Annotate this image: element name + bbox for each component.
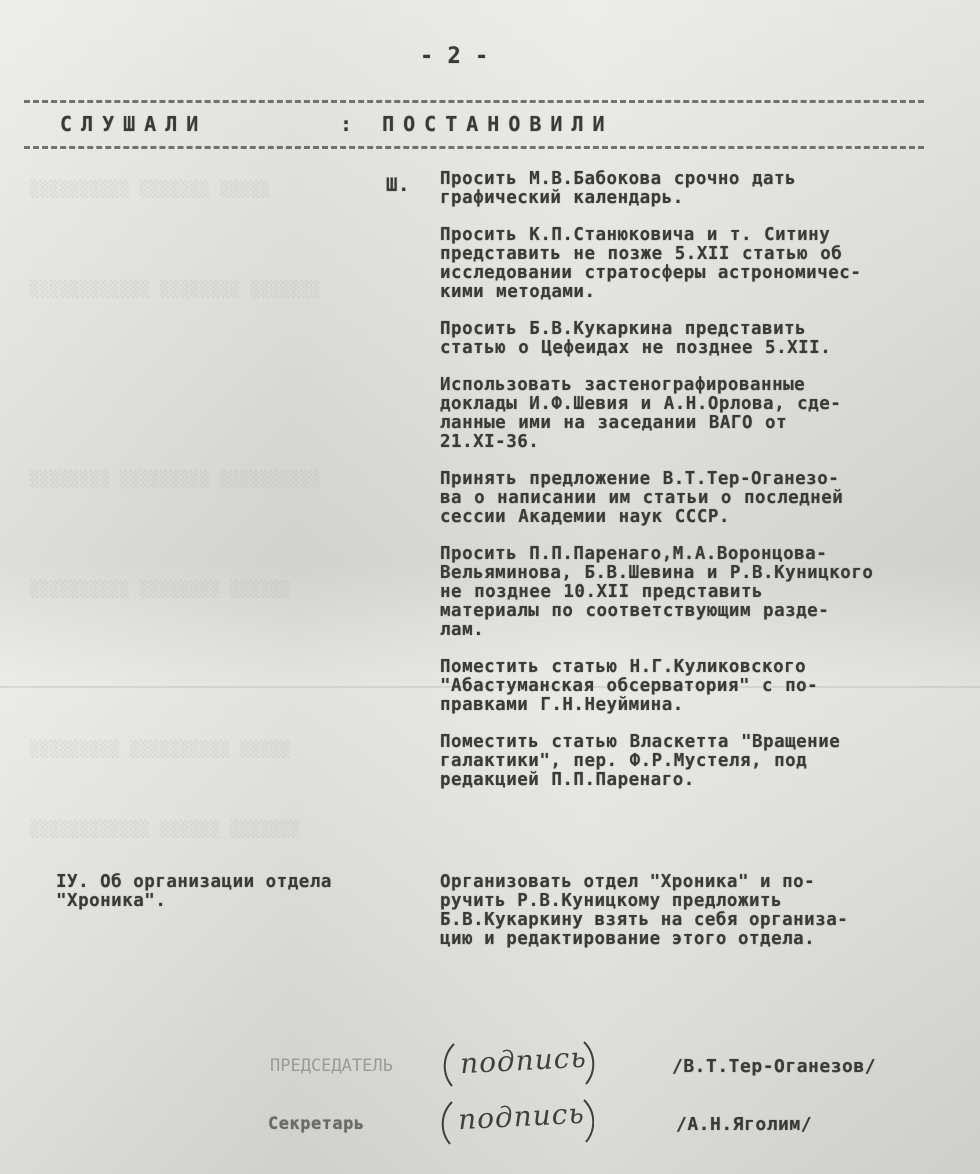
chair-label: ПРЕДСЕДАТЕЛЬ <box>270 1056 393 1076</box>
item-number: Ш. <box>386 174 410 196</box>
heading-rule-bottom <box>24 146 924 149</box>
heading-resolved: : ПОСТАНОВИЛИ <box>340 112 614 136</box>
chair-handwritten-signature: подпись <box>459 1040 588 1081</box>
bleed-through-text: ░░░░░░░░ ░░░░░░░░░ ░░░░░░░░░░ <box>30 470 321 488</box>
secretary-handwritten-signature: подпись <box>457 1096 586 1137</box>
section-iv-title: IУ. Об организации отдела "Хроника". <box>56 872 332 911</box>
decision-paragraph: Использовать застенографированные доклады И.Ф.Шевия и А.Н.Орлова, сде- ланные ими на заседании ВАГО от 21.XI-36. <box>440 375 842 452</box>
bleed-through-text: ░░░░░░░░░ ░░░░░░░░░░ ░░░░░ <box>30 740 291 758</box>
decisions-list <box>440 170 920 808</box>
decision-paragraph: Просить П.П.Паренаго,М.А.Воронцова- Вельяминова, Б.В.Шевина и Р.В.Куницкого не позднее 10.XII представить материалы по соответствующим разде- лам. <box>440 544 874 640</box>
decision-paragraph: Поместить статью Власкетта "Вращение галактики", пер. Ф.Р.Мустеля, под редакцией П.П.Паренаго. <box>440 732 841 790</box>
heading-rule-top <box>24 100 924 103</box>
decision-paragraph: Поместить статью Н.Г.Куликовского "Абастуманская обсерватория" с по- правками Г.Н.Неуймина. <box>440 657 819 715</box>
secretary-label: Секретарь <box>268 1114 365 1134</box>
decision-paragraph: Просить К.П.Станюковича и т. Ситину представить не позже 5.XII статью об исследовании стратосферы астрономичес- кими методами. <box>440 225 862 302</box>
chair-name: /В.Т.Тер-Оганезов/ <box>672 1056 877 1077</box>
decision-paragraph: Принять предложение В.Т.Тер-Оганезо- ва о написании им статьи о последней сессии Академии наук СССР. <box>440 469 844 527</box>
bleed-through-text: ░░░░░░░░░░ ░░░░░░░ ░░░░░ <box>30 180 271 198</box>
handwritten-parentheses <box>436 1040 596 1090</box>
secretary-name: /А.Н.Яголим/ <box>676 1114 813 1135</box>
decision-paragraph: Просить М.В.Бабокова срочно дать графический календарь. <box>440 169 797 208</box>
handwritten-parentheses <box>434 1098 594 1148</box>
bleed-through-text: ░░░░░░░░░░ ░░░░░░░░ ░░░░░░ <box>30 580 291 598</box>
heading-heard: СЛУШАЛИ <box>60 112 208 136</box>
bleed-through-text: ░░░░░░░░░░░░ ░░░░░░ ░░░░░░░ <box>30 820 301 838</box>
decision-paragraph: Просить Б.В.Кукаркина представить статью о Цефеидах не позднее 5.XII. <box>440 319 832 358</box>
section-iv-decision: Организовать отдел "Хроника" и по- ручить Р.В.Куницкому предложить Б.В.Кукаркину взять на себя организа- цию и редактирование этого отдела. <box>440 872 849 949</box>
bleed-through-text: ░░░░░░░░░░░░ ░░░░░░░░ ░░░░░░░ <box>30 280 321 298</box>
page-number: - 2 - <box>420 44 489 69</box>
